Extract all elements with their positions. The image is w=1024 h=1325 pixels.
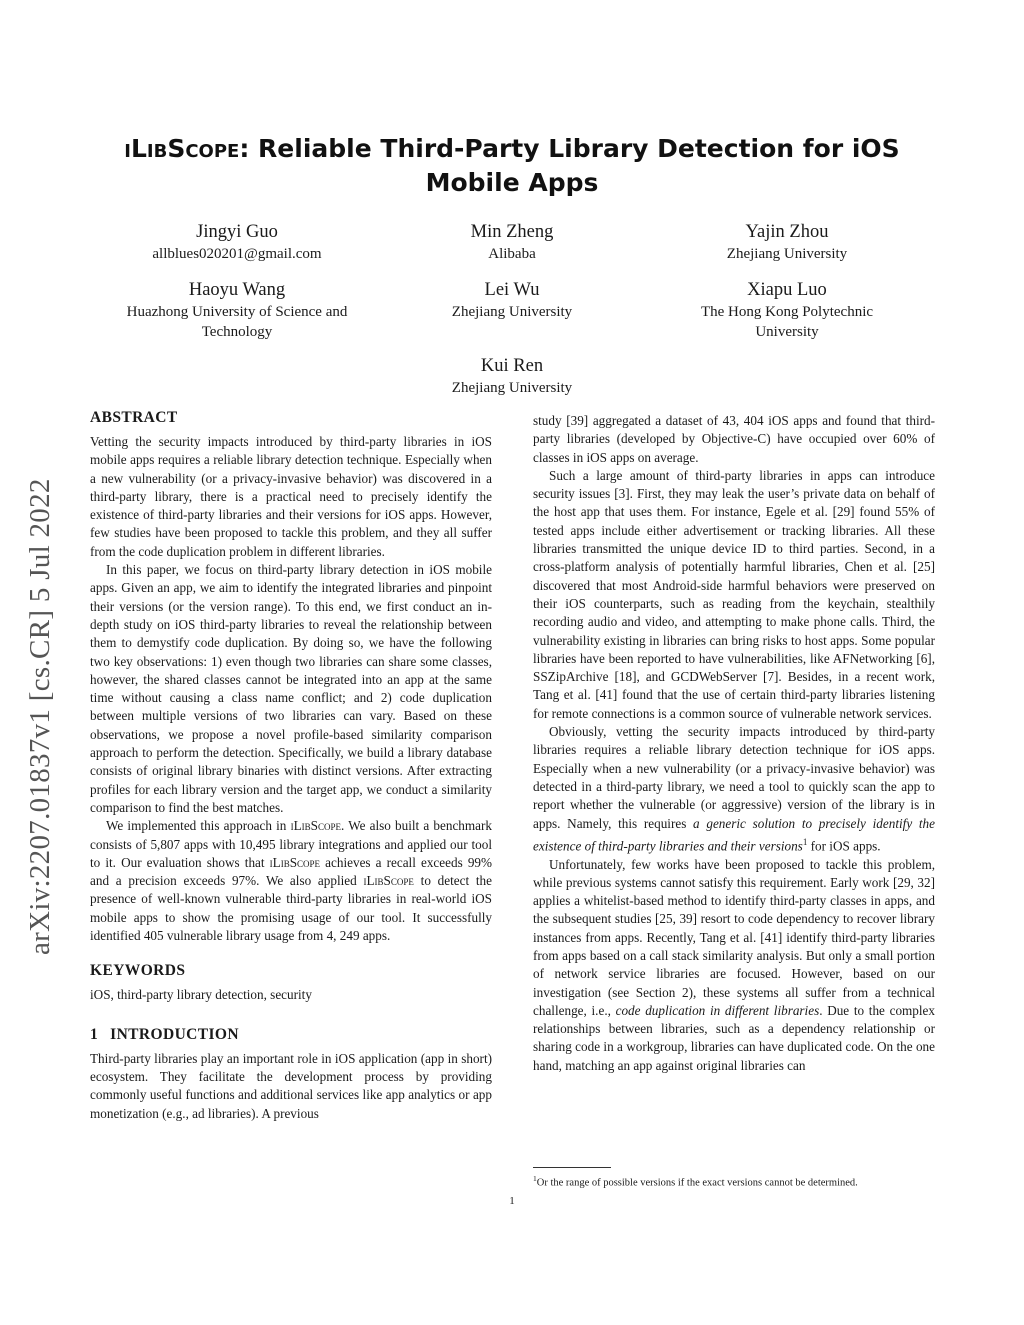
author-affiliation: The Hong Kong Polytechnic University: [700, 304, 874, 340]
author-block: [637, 278, 937, 342]
author-affiliation: Huazhong University of Science and Technology: [126, 304, 348, 340]
right-column: [533, 412, 935, 1075]
author-block: [637, 220, 937, 264]
author-name: Lei Wu: [484, 280, 540, 300]
footnote: $^1$Or the range of possible versions if the exact versions cannot be determined.: [533, 1174, 858, 1189]
emphasis: a generic solution to precisely identify the existence of third-party libraries and their versions: [533, 815, 935, 854]
author-affiliation: Zhejiang University: [451, 304, 573, 320]
footnote-marker: 1: [802, 836, 808, 847]
keywords-text: iOS, third-party library detection, security: [90, 987, 312, 1003]
keywords-heading: KEYWORDS: [90, 962, 186, 980]
left-column: [90, 408, 492, 1123]
author-block: [362, 220, 662, 264]
author-name: Haoyu Wang: [188, 280, 286, 300]
body-paragraph: Obviously, vetting the security impacts introduced by third-party libraries requires a reliable library detection technique for iOS apps. Especially when a new vulnerability (or a privacy-invasive behavior) was detected in a third-party library, we need a tool to quickly scan the app to report whether the vulnerable (or aggressive) version of the library is in apps. Namely, this requires a generic solution to precisely identify the existence of third-party libraries and their versions$^1$ for iOS apps.: [533, 724, 935, 854]
author-block: [87, 278, 387, 342]
section-heading: 1 INTRODUCTION: [90, 1025, 239, 1043]
author-affiliation: Alibaba: [488, 246, 536, 262]
page-number: 1: [509, 1195, 515, 1207]
abstract-paragraph: In this paper, we focus on third-party library detection in iOS mobile apps. Given an app, we aim to identify the integrated libraries and pinpoint their versions (or the version range). To this end, we first conduct an in-depth study on iOS third-party libraries to reveal the relationship between them to demystify code duplication. By doing so, we have the following two key observations: 1) even though two libraries can share some classes, however, the shared classes cannot be integrated into an app at the same time without causing a class name conflict; and 2) code duplication between multiple versions of two libraries can vary. Based on these observations, we propose a novel profile-based similarity comparison approach to perform the detection. Specifically, we build a library database consists of original library binaries with distinct versions. After extracting profiles for each library version and the target app, we conduct a similarity comparison to find the best matches.: [90, 562, 492, 815]
tool-name: iLibScope: [290, 818, 341, 834]
author-block: [362, 354, 662, 398]
tool-name: iLibScope: [269, 854, 321, 870]
tool-name: iLibScope: [124, 134, 240, 163]
emphasis: code duplication in different libraries: [615, 1002, 820, 1018]
author-affiliation: Zhejiang University: [726, 246, 848, 262]
author-name: Jingyi Guo: [196, 222, 278, 242]
abstract-paragraph: We implemented this approach in iLibScope. We also built a benchmark consists of 5,807 apps with 10,495 library integrations and applied our tool to it. Our evaluation shows that iLibScope achieves a recall exceeds 99% and a precision exceeds 97%. We also applied iLibScope to detect the presence of well-known vulnerable third-party libraries in real-world iOS mobile apps to show the promising usage of our tool. It successfully identified 405 vulnerable library usage from 4, 249 apps.: [90, 818, 493, 944]
author-name: Yajin Zhou: [745, 222, 829, 242]
body-paragraph: study [39] aggregated a dataset of 43, 404 iOS apps and found that third-party libraries (developed by Objective-C) have occupied over 60% of classes in iOS apps on average.: [533, 413, 935, 465]
author-affiliation: Zhejiang University: [451, 380, 573, 396]
title-text: : Reliable Third-Party Library Detection for iOS Mobile Apps: [239, 134, 900, 197]
author-affiliation: allblues020201@gmail.com: [152, 246, 322, 262]
author-name: Xiapu Luo: [747, 280, 827, 300]
paper-title: [80, 132, 944, 200]
author-name: Min Zheng: [470, 222, 554, 242]
body-paragraph: Third-party libraries play an important role in iOS application (app in short) ecosystem. They facilitate the development process by providing commonly useful functions and additional services like app analytics or app monetization (e.g., ad libraries). A previous: [90, 1050, 492, 1121]
body-paragraph: Such a large amount of third-party libraries in apps can introduce security issues [3]. First, they may leak the user’s private data on behalf of the host app that uses them. For instance, Egele et al. [29] found 55% of tested apps include either advertisement or tracking libraries. All these libraries transmitted the unique device ID to third parties. Second, in a cross-platform analysis of potentially harmful libraries, Chen et al. [25] discovered that most Android-side harmful behaviors were preserved on their iOS counterparts, such as reading from the keychain, stealthily recording audio and video, and attempting to make phone calls. Third, the vulnerability existing in libraries can bring risks to host apps. Some popular libraries have been reported to have vulnerabilities, like AFNetworking [6], SSZipArchive [18], and GCDWebServer [7]. Besides, in a recent work, Tang et al. [41] found that the use of certain third-party libraries listening for remote connections is a common source of vulnerable network services.: [533, 467, 935, 721]
footnote-rule: [533, 1167, 611, 1168]
body-paragraph: Unfortunately, few works have been proposed to tackle this problem, while previous systems cannot satisfy this requirement. Early work [29, 32] applies a whitelist-based method to identify third-party classes in apps, and the subsequent studies [25, 39] resort to code dependency to recover library instances from apps. Recently, Tang et al. [41] identify third-party libraries from apps based on a call stack similarity analysis. But only a small portion of network service libraries are focused. However, based on our investigation (see Section 2), these systems all suffer from a technical challenge, i.e., code duplication in different libraries. Due to the complex relationships between libraries, such as a dependency relationship or sharing code in a workgroup, libraries can have duplicated code. On the one hand, matching an app against original libraries can: [533, 856, 935, 1073]
tool-name: iLibScope: [363, 873, 414, 889]
arxiv-identifier: arXiv:2207.01837v1 [cs.CR] 5 Jul 2022: [24, 478, 56, 955]
author-name: Kui Ren: [480, 356, 544, 376]
abstract-heading: ABSTRACT: [90, 409, 178, 426]
abstract-paragraph: Vetting the security impacts introduced by third-party libraries in iOS mobile apps requires a reliable library detection technique. Especially when a new vulnerability (or a privacy-invasive behavior) was discovered in a third-party library, there is a practical need to precisely identify the existence of third-party libraries and their versions for iOS apps. However, few studies have been proposed to tackle this problem, and they all suffer from the code duplication problem in different libraries.: [90, 434, 492, 559]
author-block: [362, 278, 662, 322]
author-block: [87, 220, 387, 264]
